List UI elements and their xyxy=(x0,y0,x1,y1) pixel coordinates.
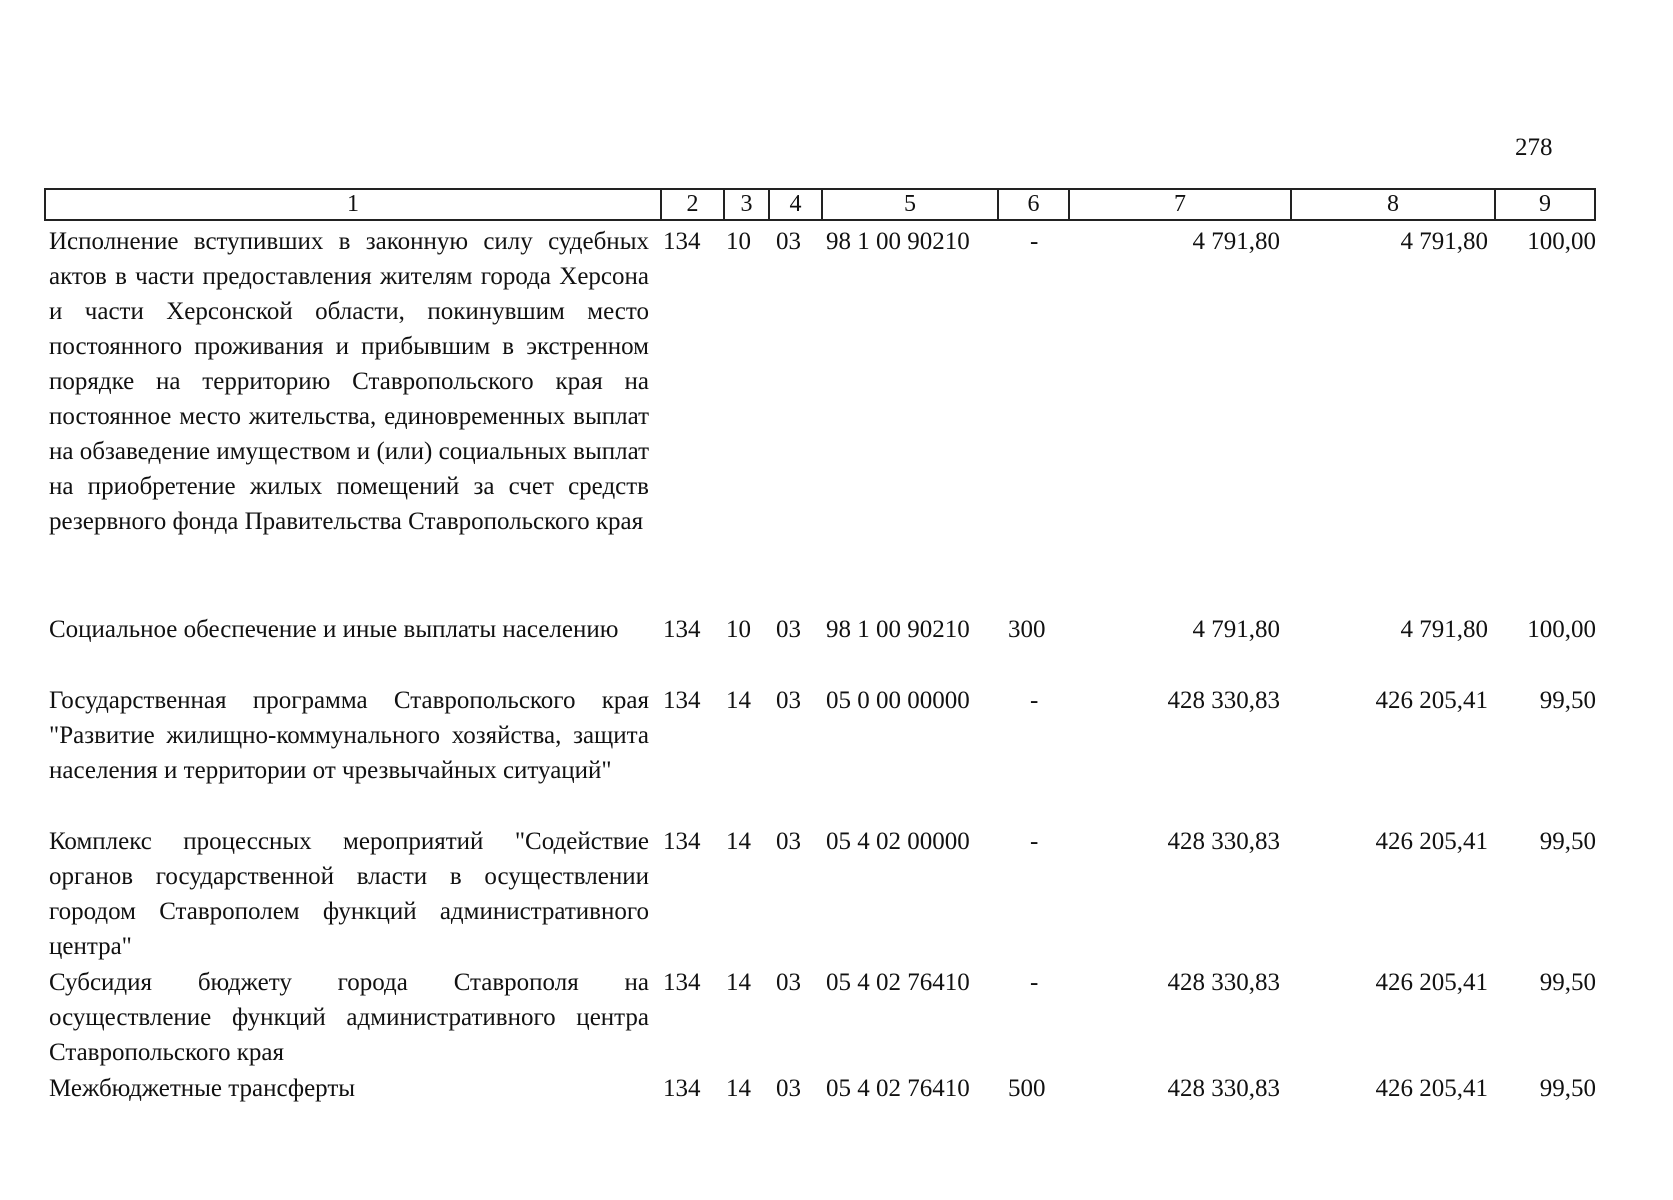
row-col-3: 14 xyxy=(726,969,751,996)
row-col-5: 05 4 02 00000 xyxy=(826,828,970,855)
header-col-1: 1 xyxy=(347,191,359,217)
row-col-7: 428 330,83 xyxy=(1167,828,1280,855)
row-col-8: 426 205,41 xyxy=(1375,687,1488,714)
row-col-3: 14 xyxy=(726,1075,751,1102)
row-col-4: 03 xyxy=(776,828,801,855)
header-col-7: 7 xyxy=(1068,190,1290,219)
header-col-6: 6 xyxy=(997,190,1068,219)
row-col-8: 426 205,41 xyxy=(1375,969,1488,996)
row-col-4: 03 xyxy=(776,616,801,643)
header-col-2: 2 xyxy=(660,190,723,219)
row-description: Социальное обеспечение и иные выплаты населению xyxy=(49,616,619,643)
row-col-9: 99,50 xyxy=(1539,828,1596,855)
header-col-9: 9 xyxy=(1494,190,1594,219)
row-col-8: 426 205,41 xyxy=(1375,1075,1488,1102)
row-col-4: 03 xyxy=(776,1075,801,1102)
row-col-7: 4 791,80 xyxy=(1192,616,1280,643)
row-col-9: 100,00 xyxy=(1527,616,1596,643)
row-description: Государственная программа Ставропольского края "Развитие жилищно-коммунального хозяйства, защита населения и территории от чрезвычайных ситуаций" xyxy=(49,687,649,784)
row-col-5: 98 1 00 90210 xyxy=(826,228,970,255)
row-description: Межбюджетные трансферты xyxy=(49,1075,356,1102)
header-col-8: 8 xyxy=(1290,190,1494,219)
row-col-6: - xyxy=(1030,828,1039,855)
header-col-3: 3 xyxy=(723,190,768,219)
row-col-8: 4 791,80 xyxy=(1400,616,1488,643)
row-col-7: 428 330,83 xyxy=(1167,687,1280,714)
row-col-3: 10 xyxy=(726,616,751,643)
row-description: Исполнение вступивших в законную силу судебных актов в части предоставления жителям города Херсона и части Херсонской области, покинувшим место постоянного проживания и прибывшим в экстренном порядке на территорию Ставропольского края на постоянное место жительства, единовременных выплат на обзаведение имуществом и (или) социальных выплат на приобретение жилых помещений за счет средств резервного фонда Правительства Ставропольского края xyxy=(49,228,649,535)
row-col-4: 03 xyxy=(776,687,801,714)
row-col-3: 10 xyxy=(726,228,751,255)
row-col-5: 05 4 02 76410 xyxy=(826,969,970,996)
row-col-3: 14 xyxy=(726,687,751,714)
table-header-row xyxy=(44,188,1596,221)
row-col-6: - xyxy=(1030,228,1039,255)
row-col-5: 98 1 00 90210 xyxy=(826,616,970,643)
row-col-8: 4 791,80 xyxy=(1400,228,1488,255)
page-number: 278 xyxy=(1515,134,1553,161)
row-col-9: 99,50 xyxy=(1539,1075,1596,1102)
row-col-2: 134 xyxy=(663,687,701,714)
header-col-5: 5 xyxy=(821,190,997,219)
row-col-6: - xyxy=(1030,687,1039,714)
row-col-5: 05 4 02 76410 xyxy=(826,1075,970,1102)
row-col-3: 14 xyxy=(726,828,751,855)
header-col-4: 4 xyxy=(768,190,821,219)
row-col-6: - xyxy=(1030,969,1039,996)
row-col-4: 03 xyxy=(776,969,801,996)
row-col-5: 05 0 00 00000 xyxy=(826,687,970,714)
row-col-2: 134 xyxy=(663,228,701,255)
row-description: Субсидия бюджету города Ставрополя на осуществление функций административного центра Ставропольского края xyxy=(49,969,649,1066)
row-col-2: 134 xyxy=(663,828,701,855)
row-col-2: 134 xyxy=(663,616,701,643)
row-col-9: 99,50 xyxy=(1539,969,1596,996)
row-col-6: 500 xyxy=(1008,1075,1046,1102)
row-col-7: 428 330,83 xyxy=(1167,969,1280,996)
row-col-2: 134 xyxy=(663,969,701,996)
row-description: Комплекс процессных мероприятий "Содействие органов государственной власти в осуществлении городом Ставрополем функций административного центра" xyxy=(49,828,649,960)
row-col-7: 428 330,83 xyxy=(1167,1075,1280,1102)
row-col-9: 100,00 xyxy=(1527,228,1596,255)
row-col-9: 99,50 xyxy=(1539,687,1596,714)
row-col-8: 426 205,41 xyxy=(1375,828,1488,855)
row-col-7: 4 791,80 xyxy=(1192,228,1280,255)
row-col-6: 300 xyxy=(1008,616,1046,643)
row-col-4: 03 xyxy=(776,228,801,255)
row-col-2: 134 xyxy=(663,1075,701,1102)
